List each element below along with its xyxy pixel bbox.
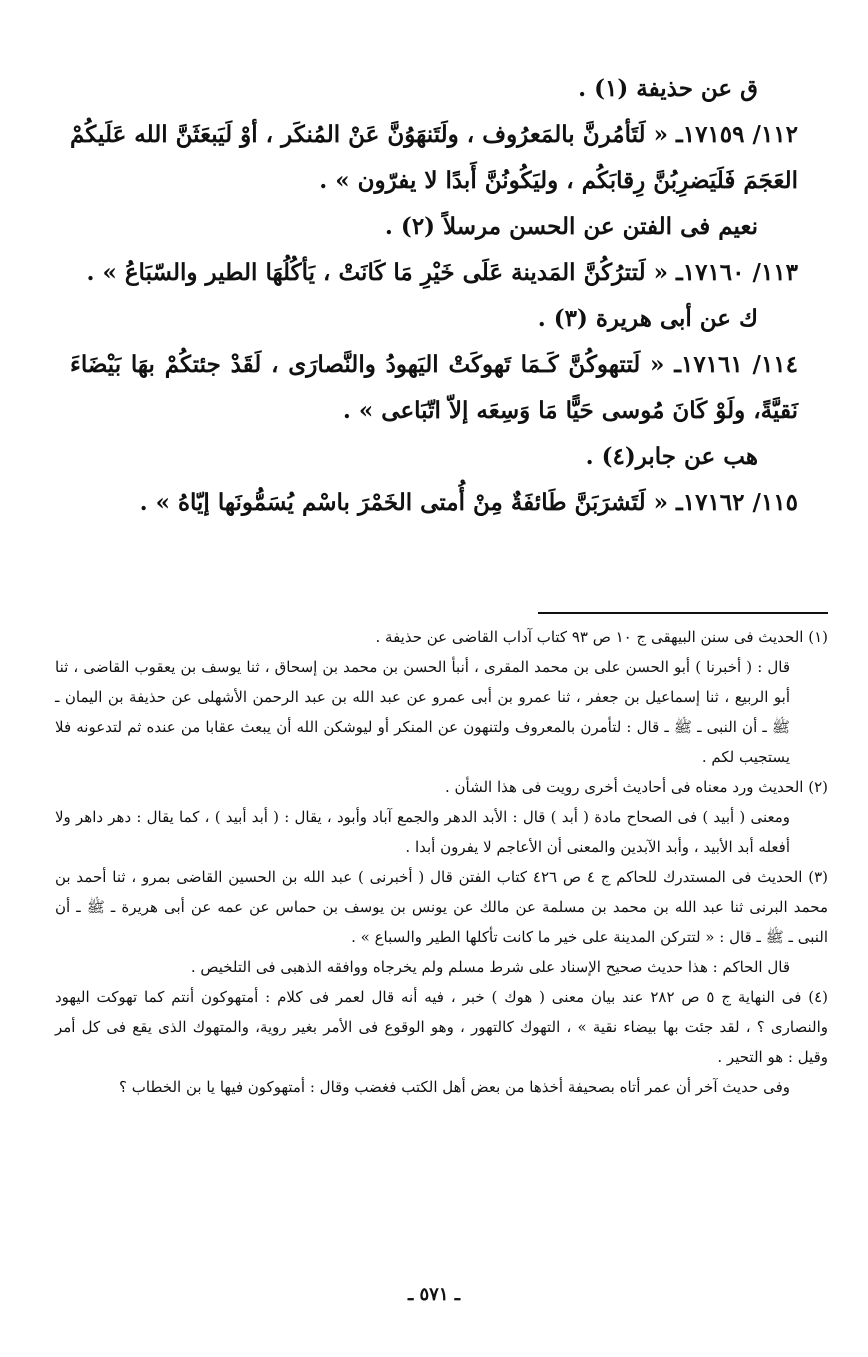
footnote-1-text: قال : ( أخبرنا ) أبو الحسن على بن محمد المقرى ، أنبأ الحسن بن محمد بن إسحاق ، ثنا يوسف بن يعقوب القاضى ، ثنا أبو الربيع ، ثنا إسماعيل بن جعفر ، ثنا عمرو بن أبى عمرو عن عبد الله بن عبد الرحمن الأشهلى عن حذيفة بن اليمان ـ ﷺ ـ أن النبى ـ ﷺ ـ قال : لتأمرن بالمعروف ولتنهون عن المنكر أو ليوشكن الله أن يبعث عقابا من عنده ثم لتدعونه فلا يستجيب لكم . xyxy=(55,658,790,766)
hadith-114: ١١٤/ ١٧١٦١ـ « لَتتهوكُنَّ كَـمَا تَهوكَتْ اليَهودُ والنَّصارَى ، لَقَدْ جئتكُمْ بهَا بَيْضَاءَ نَقيَّةً، ولَوْ كَانَ مُوسى حَيًّا مَا وَسِعَه إلاّ اتّبَاعى » . xyxy=(70,351,799,424)
hadith-text-block xyxy=(70,66,798,526)
footnote-2-text: ومعنى ( أبيد ) فى الصحاح مادة ( أبد ) قال : الأبد الدهر والجمع آباد وأبود ، يقال : ( أبد أبيد ) ، كما يقال : دهر داهر ولا أفعله أبد الأبيد ، وأبد الآبدين والمعنى أن الأعاجم لا يفرون أبدا . xyxy=(55,808,790,856)
footnote-4: (٤) فى النهاية ج ٥ ص ٢٨٢ عند بيان معنى ( هوك ) خبر ، فيه أنه قال لعمر فى كلام : أمتهوكون أنتم كما تهوكت اليهود والنصارى ؟ ، لقد جئت بها بيضاء نقية » ، التهوك كالتهور ، وهو الوقوع فى الأمر بغير روية، والمتهوك الذى يقع فى كل أمر وقيل : هو التحير . xyxy=(55,988,829,1066)
source-line: نعيم فى الفتن عن الحسن مرسلاً (٢) . xyxy=(384,213,758,240)
footnote-3: (٣) الحديث فى المستدرك للحاكم ج ٤ ص ٤٢٦ كتاب الفتن قال ( أخبرنى ) عبد الله بن الحسين القاضى بمرو ، ثنا أحمد بن محمد البرنى ثنا عبد الله بن محمد بن مسلمة عن مالك عن يونس بن يوسف بن حماس عن عمه عن أبى هريرة ـ ﷺ ـ أن النبى ـ ﷺ ـ قال : « لتتركن المدينة على خير ما كانت تأكلها الطير والسباع » . xyxy=(55,868,829,946)
source-line: هب عن جابر(٤) . xyxy=(585,443,758,470)
footnotes-block xyxy=(55,622,828,1102)
hadith-113: ١١٣/ ١٧١٦٠ـ « لَتترُكُنَّ المَدينة عَلَى خَيْرِ مَا كَانَتْ ، يَأكُلُهَا الطير والسّبَاعُ » . xyxy=(86,259,798,286)
footnote-4-text: وفى حديث آخر أن عمر أتاه بصحيفة أخذها من بعض أهل الكتب فغضب وقال : أمتهوكون فيها يا بن الخطاب ؟ xyxy=(119,1078,790,1096)
footnote-separator xyxy=(538,612,828,614)
source-line: ق عن حذيفة (١) . xyxy=(578,75,758,102)
footnote-3-text: قال الحاكم : هذا حديث صحيح الإسناد على شرط مسلم ولم يخرجاه ووافقه الذهبى فى التلخيص . xyxy=(190,958,790,976)
footnote-1: (١) الحديث فى سنن البيهقى ج ١٠ ص ٩٣ كتاب آداب القاضى عن حذيفة . xyxy=(375,628,828,646)
hadith-112: ١١٢/ ١٧١٥٩ـ « لَتَأمُرنَّ بالمَعرُوف ، ولَتَنهَوُنَّ عَنْ المُنكَر ، أوْ لَيَبعَثَنَّ الله عَلَيكُمْ العَجَمَ فَلَيَضرِبُنَّ رِقابَكُم ، وليَكُونُنَّ أَبدًا لا يفرّون » . xyxy=(70,121,798,194)
footnote-2: (٢) الحديث ورد معناه فى أحاديث أخرى رويت فى هذا الشأن . xyxy=(444,778,828,796)
page-number: ـ ٥٧١ ـ xyxy=(407,1284,461,1305)
source-line: ك عن أبى هريرة (٣) . xyxy=(537,305,758,332)
hadith-115: ١١٥/ ١٧١٦٢ـ « لَتَشرَبَنَّ طَائفَةٌ مِنْ أُمتى الخَمْرَ باسْم يُسَمُّونَها إيّاهُ » . xyxy=(139,489,798,516)
